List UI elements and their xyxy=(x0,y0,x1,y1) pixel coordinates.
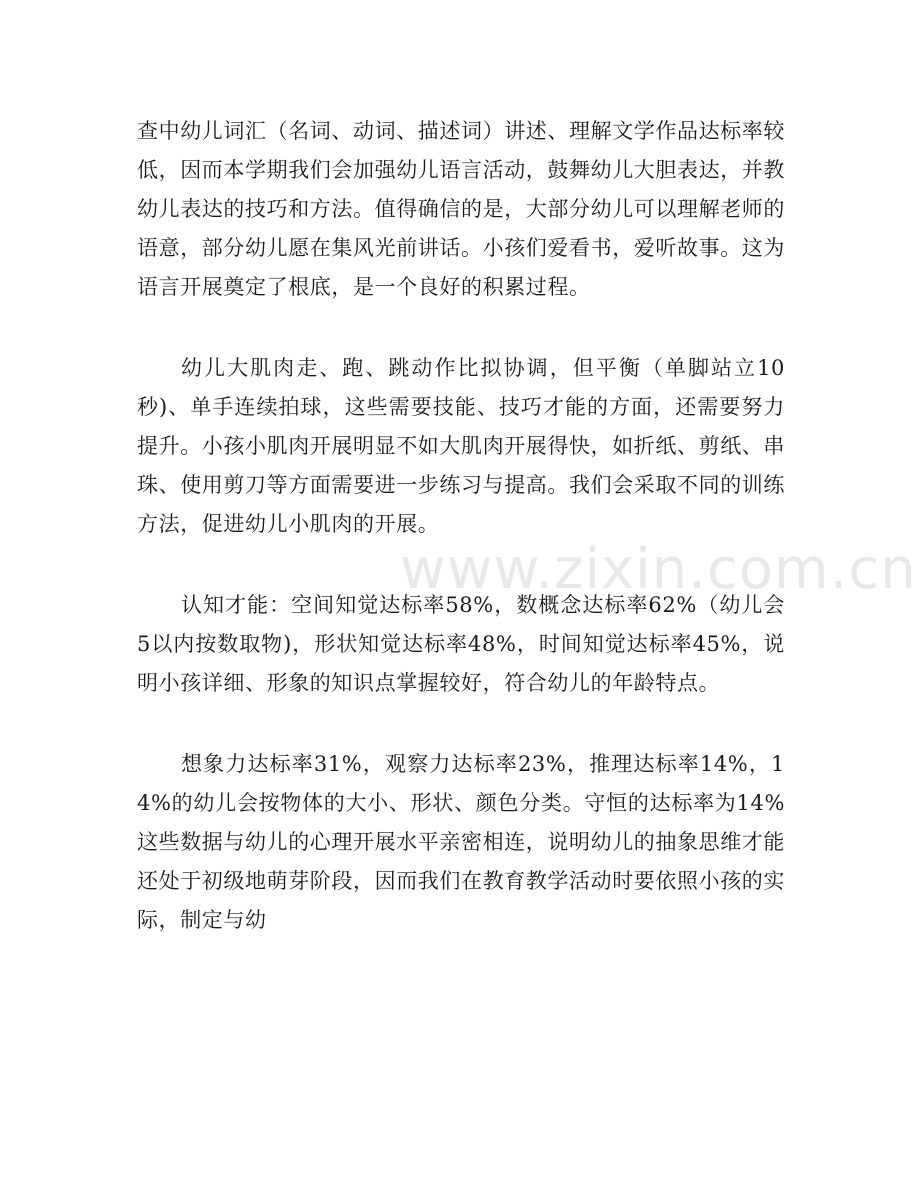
watermark-text: www.zixin.com.cn xyxy=(400,537,917,602)
paragraph-gap xyxy=(137,703,785,745)
paragraph-imagination: 想象力达标率31%，观察力达标率23%，推理达标率14%，14%的幼儿会按物体的大小、形状、颜色分类。守恒的达标率为14%这些数据与幼儿的心理开展水平亲密相连，说明幼儿的抽象思维才能还处于初级地萌芽阶段，因而我们在教育教学活动时要依照小孩的实际，制定与幼 xyxy=(137,752,785,932)
paragraph-gap xyxy=(137,544,785,586)
document-body xyxy=(137,112,917,940)
paragraph-gap xyxy=(137,307,785,349)
paragraph-motor-skills: 幼儿大肌肉走、跑、跳动作比拟协调，但平衡（单脚站立10秒)、单手连续拍球，这些需要技能、技巧才能的方面，还需要努力提升。小孩小肌肉开展明显不如大肌肉开展得快，如折纸、剪纸、串珠、使用剪刀等方面需要进一步练习与提高。我们会采取不同的训练方法，促进幼儿小肌肉的开展。 xyxy=(137,356,785,536)
paragraph-cognitive: 认知才能：空间知觉达标率58%，数概念达标率62%（幼儿会5以内按数取物)，形状知觉达标率48%，时间知觉达标率45%，说明小孩详细、形象的知识点掌握较好，符合幼儿的年龄特点。 xyxy=(137,593,785,695)
paragraph-language: 查中幼儿词汇（名词、动词、描述词）讲述、理解文学作品达标率较低，因而本学期我们会加强幼儿语言活动，鼓舞幼儿大胆表达，并教幼儿表达的技巧和方法。值得确信的是，大部分幼儿可以理解老师的语意，部分幼儿愿在集风光前讲话。小孩们爱看书，爱听故事。这为语言开展奠定了根底，是一个良好的积累过程。 xyxy=(137,119,785,299)
